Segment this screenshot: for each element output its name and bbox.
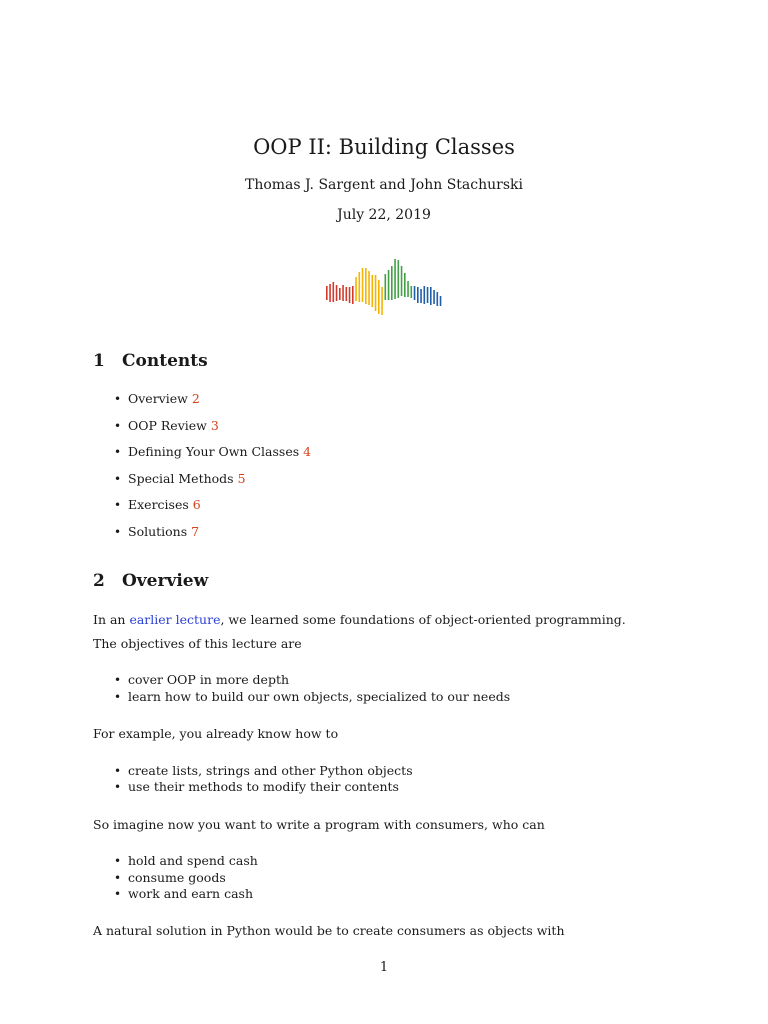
logo-bar (372, 275, 374, 307)
intro-suffix: , we learned some foundations of object-oriented programming. (220, 612, 626, 627)
toc-page-ref[interactable]: 5 (237, 471, 246, 486)
consumer-item (114, 853, 258, 869)
section-title: Overview (122, 571, 209, 591)
bullet-icon: • (114, 472, 122, 486)
objective-text: learn how to build our own objects, specialized to our needs (128, 689, 511, 704)
toc-item-solutions[interactable] (114, 524, 200, 540)
toc-page-ref[interactable]: 3 (210, 418, 219, 433)
bullet-icon: • (114, 392, 122, 406)
logo-bar (342, 285, 344, 301)
logo-bar (359, 272, 361, 302)
toc-item-overview[interactable] (114, 391, 200, 407)
toc-item-exercises[interactable] (114, 497, 201, 513)
example-lead: For example, you already know how to (93, 726, 339, 741)
logo-bar (381, 287, 383, 315)
logo-bar (424, 286, 426, 304)
consumer-text: work and earn cash (128, 886, 253, 901)
logo-bar (336, 285, 338, 301)
logo-bar (355, 277, 357, 301)
logo-bar (346, 287, 348, 301)
toc-item-label: Overview (128, 391, 188, 406)
logo-bar (362, 268, 364, 302)
section-heading-contents (93, 350, 208, 372)
logo-bar (433, 290, 435, 304)
intro-prefix: In an (93, 612, 130, 627)
logo-bar (417, 287, 419, 303)
document-title: OOP II: Building Classes (253, 135, 515, 159)
logo-bar (388, 270, 390, 300)
objective-item (114, 689, 511, 705)
logo-bar (404, 273, 406, 297)
logo-bar (385, 274, 387, 300)
bullet-icon: • (114, 498, 122, 512)
bullet-icon: • (114, 780, 122, 794)
logo-bar (349, 287, 351, 303)
logo-bar (411, 286, 413, 298)
toc-page-ref[interactable]: 7 (191, 524, 200, 539)
logo-bar (333, 282, 335, 302)
document-date: July 22, 2019 (337, 207, 431, 223)
logo-bar (398, 260, 400, 298)
logo-bar (414, 286, 416, 300)
quantecon-logo (324, 255, 444, 319)
logo-bar (407, 281, 409, 297)
consumer-item (114, 870, 226, 886)
toc-item-label: Special Methods (128, 471, 234, 486)
logo-bar (401, 266, 403, 296)
bullet-icon: • (114, 445, 122, 459)
example-text: create lists, strings and other Python objects (128, 763, 413, 778)
toc-item-defining-classes[interactable] (114, 444, 312, 460)
toc-item-label: Solutions (128, 524, 188, 539)
logo-bar (339, 288, 341, 300)
toc-page-ref[interactable]: 6 (192, 497, 201, 512)
logo-bar (326, 286, 328, 300)
logo-bar (440, 296, 442, 306)
example-text: use their methods to modify their contents (128, 779, 399, 794)
consumers-lead: So imagine now you want to write a program with consumers, who can (93, 817, 545, 832)
logo-bar (365, 268, 367, 304)
logo-bar (420, 289, 422, 303)
bullet-icon: • (114, 525, 122, 539)
section-number: 2 (93, 571, 105, 591)
toc-item-label: Defining Your Own Classes (128, 444, 300, 459)
logo-bar (352, 286, 354, 304)
consumer-text: consume goods (128, 870, 226, 885)
bullet-icon: • (114, 690, 122, 704)
toc-item-oop-review[interactable] (114, 418, 219, 434)
logo-bar (391, 266, 393, 300)
page-number: 1 (379, 960, 389, 975)
section-number: 1 (93, 351, 105, 371)
overview-intro (93, 612, 626, 628)
consumer-text: hold and spend cash (128, 853, 258, 868)
example-item (114, 763, 413, 779)
bullet-icon: • (114, 764, 122, 778)
logo-bar (368, 271, 370, 305)
logo-bar (430, 287, 432, 305)
section-heading-overview (93, 570, 208, 592)
section-title: Contents (122, 351, 208, 371)
logo-bar (378, 280, 380, 314)
logo-bar (394, 259, 396, 299)
earlier-lecture-link[interactable]: earlier lecture (129, 612, 221, 627)
logo-bar (329, 284, 331, 302)
bullet-icon: • (114, 887, 122, 901)
bullet-icon: • (114, 854, 122, 868)
bullet-icon: • (114, 419, 122, 433)
toc-item-label: Exercises (128, 497, 189, 512)
logo-bar (437, 292, 439, 306)
logo-bar (427, 287, 429, 303)
toc-item-special-methods[interactable] (114, 471, 246, 487)
objective-item (114, 672, 290, 688)
toc-item-label: OOP Review (128, 418, 207, 433)
bullet-icon: • (114, 871, 122, 885)
closing-paragraph: A natural solution in Python would be to create consumers as objects with (93, 923, 565, 938)
example-item (114, 779, 399, 795)
consumer-item (114, 886, 253, 902)
objective-text: cover OOP in more depth (128, 672, 290, 687)
objectives-lead: The objectives of this lecture are (93, 636, 302, 651)
toc-page-ref[interactable]: 2 (191, 391, 200, 406)
logo-bar (375, 275, 377, 311)
document-authors: Thomas J. Sargent and John Stachurski (244, 177, 523, 193)
bullet-icon: • (114, 673, 122, 687)
toc-page-ref[interactable]: 4 (303, 444, 312, 459)
